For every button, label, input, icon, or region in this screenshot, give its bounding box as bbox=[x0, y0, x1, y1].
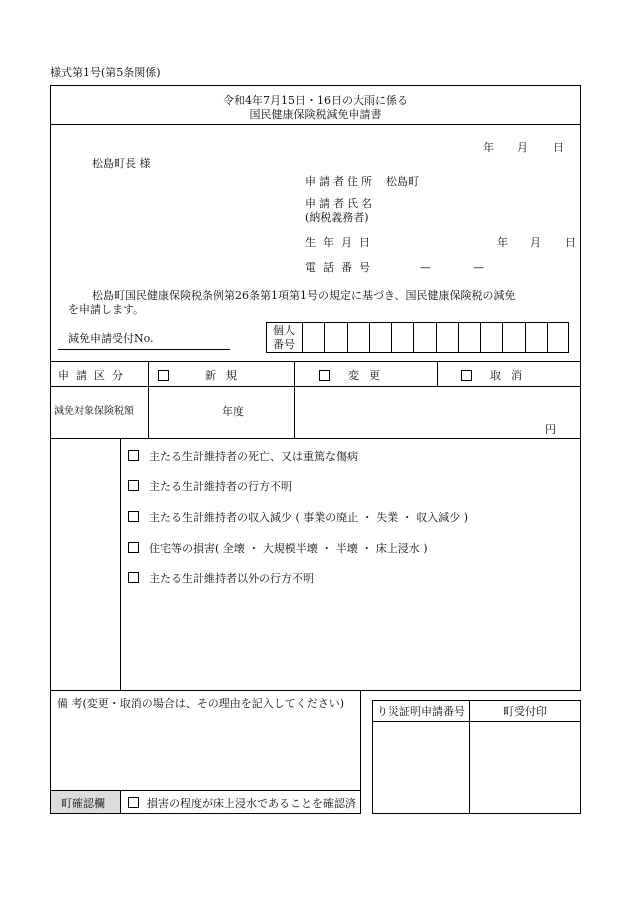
option-new-label: 新規 bbox=[205, 369, 247, 382]
receipt-stamp-label: 町受付印 bbox=[503, 705, 547, 718]
reason-label-1: 主たる生計維持者の死亡、又は重篤な傷病 bbox=[149, 450, 358, 463]
form-title-line1: 令和4年7月15日・16日の大雨に係る bbox=[223, 94, 408, 107]
personal-number-cell-divider bbox=[347, 322, 348, 353]
statement-line2: を申請します。 bbox=[68, 303, 145, 316]
personal-number-cell-divider bbox=[391, 322, 392, 353]
remarks-label: 備 考(変更・取消の場合は、その理由を記入してください) bbox=[57, 697, 345, 710]
phone-dash-1: — bbox=[420, 261, 431, 274]
personal-number-cell-divider bbox=[480, 322, 481, 353]
tax-amount-divider bbox=[294, 386, 295, 438]
reason-label-3: 主たる生計維持者の収入減少 ( 事業の廃止 ・ 失業 ・ 収入減少 ) bbox=[149, 511, 469, 524]
tax-year-label: 年度 bbox=[222, 405, 244, 418]
personal-number-cell-divider bbox=[458, 322, 459, 353]
birth-year: 年 bbox=[497, 236, 508, 249]
birth-month: 月 bbox=[530, 236, 541, 249]
birth-date-label: 生年月日 bbox=[305, 236, 377, 249]
personal-number-cell-divider bbox=[413, 322, 414, 353]
option-change-checkbox[interactable] bbox=[319, 370, 330, 381]
tax-amount-label: 減免対象保険税額 bbox=[54, 406, 134, 417]
phone-dash-2: — bbox=[473, 261, 484, 274]
birth-day: 日 bbox=[565, 236, 576, 249]
label-column-divider bbox=[148, 361, 149, 438]
personal-number-cell-divider bbox=[302, 322, 303, 353]
option-divider-2 bbox=[437, 361, 438, 386]
personal-number-cell-divider bbox=[369, 322, 370, 353]
confirm-label: 町確認欄 bbox=[61, 797, 105, 810]
application-type-top-border bbox=[50, 361, 581, 362]
tax-yen-unit: 円 bbox=[545, 423, 556, 436]
option-new-checkbox[interactable] bbox=[158, 370, 169, 381]
receipt-number-underline bbox=[58, 349, 230, 350]
reason-label-2: 主たる生計維持者の行方不明 bbox=[149, 480, 292, 493]
form-title-line2: 国民健康保険税減免申請書 bbox=[249, 108, 382, 121]
applicant-address-label: 申請者住所 bbox=[305, 175, 375, 188]
confirm-checkbox[interactable] bbox=[128, 797, 139, 808]
reason-checkbox-5[interactable] bbox=[128, 572, 139, 583]
date-month: 月 bbox=[517, 141, 528, 154]
personal-number-cell-divider bbox=[324, 322, 325, 353]
receipt-number-label: 減免申請受付No. bbox=[68, 332, 154, 345]
option-change-label: 変更 bbox=[348, 369, 390, 382]
confirm-text: 損害の程度が床上浸水であることを確認済 bbox=[147, 797, 356, 810]
tax-amount-top-border bbox=[50, 386, 581, 387]
application-type-label: 申請区分 bbox=[58, 369, 130, 382]
addressee: 松島町長 様 bbox=[92, 157, 151, 170]
personal-number-label-2: 番号 bbox=[273, 338, 295, 351]
reason-label-5: 主たる生計維持者以外の行方不明 bbox=[149, 572, 314, 585]
reason-checkbox-2[interactable] bbox=[128, 480, 139, 491]
applicant-address-value: 松島町 bbox=[386, 175, 419, 188]
personal-number-label-1: 個人 bbox=[273, 324, 295, 337]
statement-line1: 松島町国民健康保険税条例第26条第1項第1号の規定に基づき、国民健康保険税の減免 bbox=[92, 289, 516, 302]
applicant-name-label: 申請者氏名 bbox=[305, 197, 375, 210]
reason-label-4: 住宅等の損害( 全壊 ・ 大規模半壊 ・ 半壊 ・ 床上浸水 ) bbox=[149, 542, 428, 555]
applicant-name-note: (納税義務者) bbox=[305, 211, 369, 224]
title-divider bbox=[50, 124, 581, 125]
reasons-top-border bbox=[50, 438, 581, 439]
disaster-cert-label: り災証明申請番号 bbox=[377, 705, 465, 718]
form-number: 様式第1号(第5条関係) bbox=[50, 66, 161, 79]
date-day: 日 bbox=[553, 141, 564, 154]
office-use-header-divider bbox=[372, 721, 581, 722]
personal-number-cell-divider bbox=[502, 322, 503, 353]
reason-checkbox-3[interactable] bbox=[128, 511, 139, 522]
office-use-column-divider bbox=[469, 700, 470, 814]
confirm-row-divider bbox=[120, 790, 121, 814]
phone-label: 電話番号 bbox=[305, 261, 377, 274]
option-divider-1 bbox=[294, 361, 295, 386]
date-year: 年 bbox=[483, 141, 494, 154]
personal-number-cell-divider bbox=[525, 322, 526, 353]
reason-checkbox-1[interactable] bbox=[128, 450, 139, 461]
reasons-left-divider bbox=[120, 438, 121, 691]
reason-checkbox-4[interactable] bbox=[128, 542, 139, 553]
personal-number-cell-divider bbox=[547, 322, 548, 353]
option-cancel-label: 取消 bbox=[490, 369, 532, 382]
personal-number-cell-divider bbox=[436, 322, 437, 353]
option-cancel-checkbox[interactable] bbox=[461, 370, 472, 381]
